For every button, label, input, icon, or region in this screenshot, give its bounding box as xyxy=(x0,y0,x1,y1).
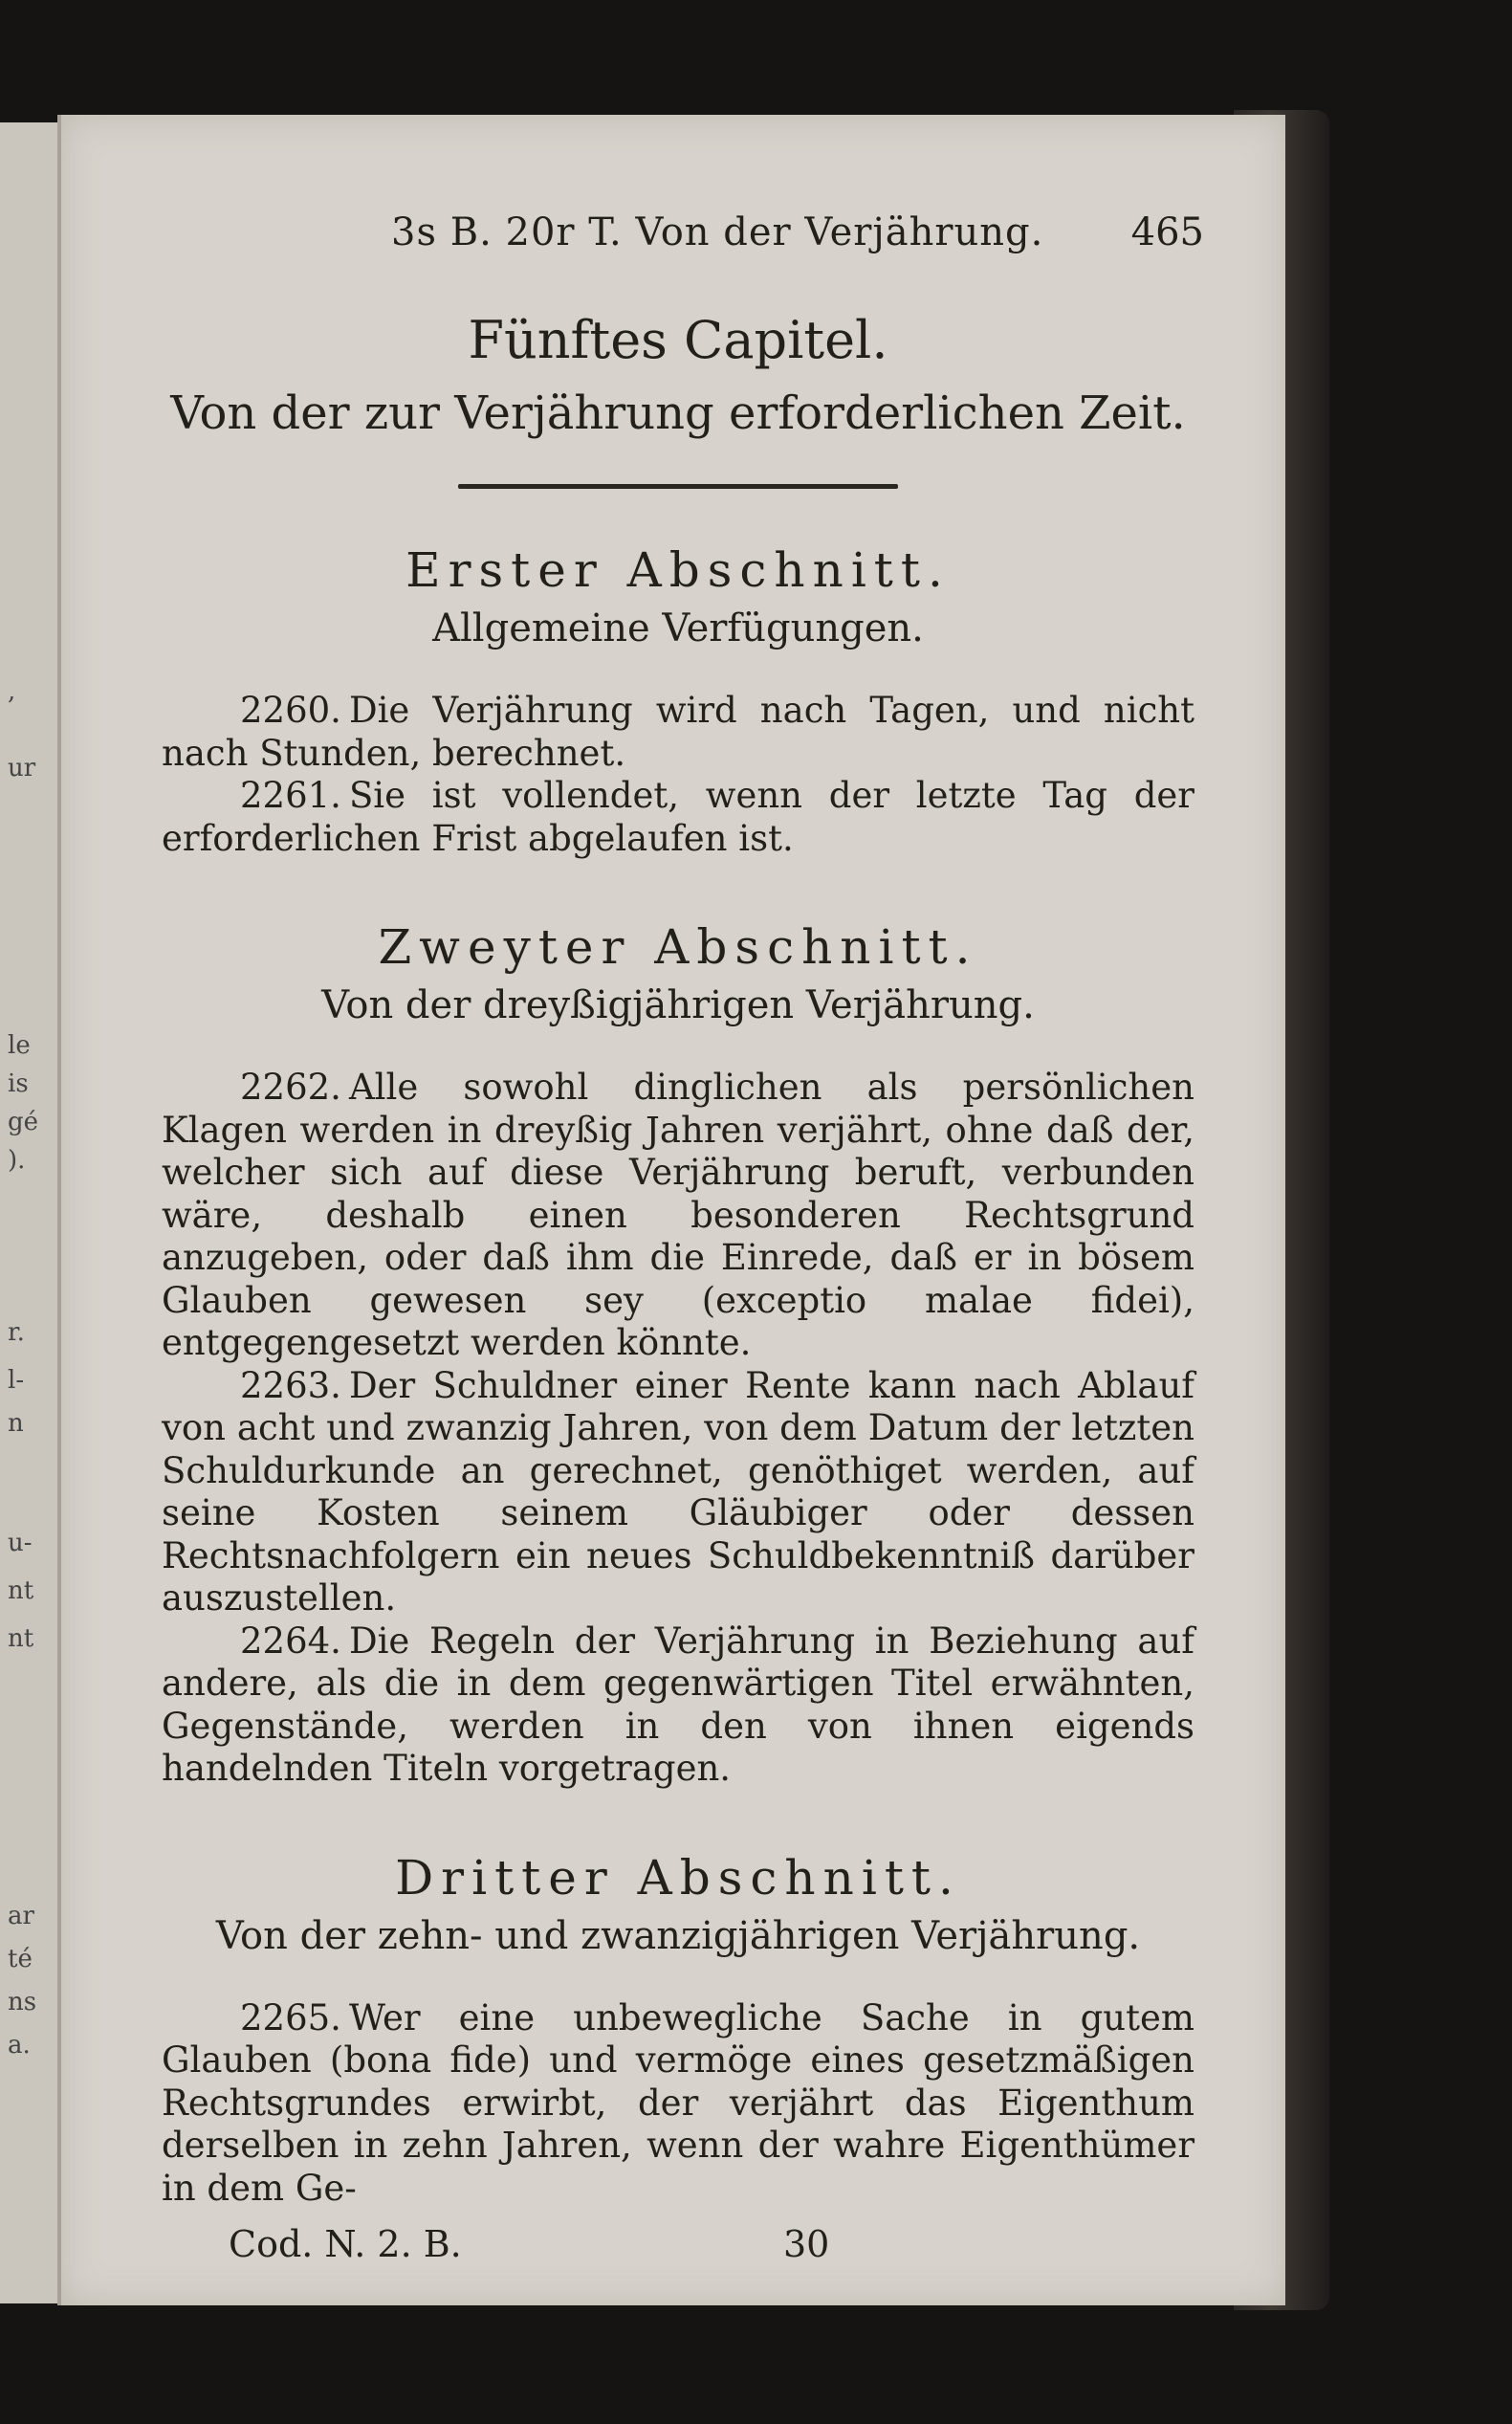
left-fragment: is xyxy=(8,1069,29,1098)
paragraph xyxy=(162,1365,1194,1620)
section-title: Zweyter Abschnitt. xyxy=(378,919,978,975)
page-footer xyxy=(162,2223,1194,2281)
signature-mark: Cod. N. 2. B. xyxy=(229,2223,462,2265)
sheet-number: 30 xyxy=(783,2223,830,2265)
section-title: Erster Abschnitt. xyxy=(405,542,951,598)
left-fragment: l- xyxy=(8,1366,25,1395)
paragraph-number: 2262. xyxy=(240,1067,341,1108)
left-fragment: a. xyxy=(8,2031,31,2060)
section-subtitle: Von der dreyßigjährigen Verjährung. xyxy=(321,983,1035,1027)
paragraph-text: Die Regeln der Verjährung in Beziehung auf andere, als die in dem gegenwärtigen Titel erwähnten, Gegenstände, werden in den von ihnen eigends handelnden Titeln vorgetragen. xyxy=(162,1620,1194,1789)
page-content xyxy=(162,210,1204,2281)
section-subtitle: Allgemeine Verfügungen. xyxy=(432,606,924,650)
page-number: 465 xyxy=(1130,210,1204,254)
paragraph-text: Der Schuldner einer Rente kann nach Ablauf von acht und zwanzig Jahren, von dem Datum der letzten Schuldurkunde an gerechnet, genöthiget werden, auf seine Kosten seinem Gläubiger oder dessen Rechtsnachfolgern ein neues Schuldbekenntniß darüber auszustellen. xyxy=(162,1364,1194,1619)
left-fragment: ar xyxy=(8,1902,34,1930)
paragraph xyxy=(162,1620,1194,1791)
paragraph-number: 2263. xyxy=(240,1364,341,1406)
paragraph-text: Die Verjährung wird nach Tagen, und nicht nach Stunden, berechnet. xyxy=(162,690,1194,774)
paragraph-number: 2265. xyxy=(240,1996,341,2038)
book-page xyxy=(57,115,1285,2305)
paragraph-number: 2260. xyxy=(240,690,341,731)
left-fragment: gé xyxy=(8,1108,39,1136)
left-fragment: r. xyxy=(8,1318,25,1347)
left-fragment: ). xyxy=(8,1146,26,1175)
left-fragment: n xyxy=(8,1409,24,1438)
spacer xyxy=(162,860,1194,915)
running-title: 3s B. 20r T. Von der Verjährung. xyxy=(391,210,1044,254)
paragraph-text: Alle sowohl dinglichen als persönlichen Klagen werden in dreyßig Jahren verjährt, ohne daß der, welcher sich auf diese Verjährung beruft, verbunden wäre, deshalb einen besonderen Rechtsgrund anzugeben, oder daß ihm die Einrede, daß er in bösem Glauben gewesen sey (exceptio malae fidei), entgegengesetzt werden könnte. xyxy=(162,1067,1194,1363)
paragraph-number: 2264. xyxy=(240,1620,341,1662)
section-subtitle: Von der zehn- und zwanzigjährigen Verjährung. xyxy=(215,1913,1141,1958)
left-fragment: nt xyxy=(8,1624,34,1653)
left-fragment: u- xyxy=(8,1529,33,1557)
page-header xyxy=(162,210,1204,277)
paragraph xyxy=(162,775,1194,860)
paragraph xyxy=(162,1997,1194,2211)
paragraph-text: Wer eine unbewegliche Sache in gutem Glauben (bona fide) und vermöge eines gesetzmäßigen Rechtsgrundes erwirbt, der verjährt das Eigenthum derselben in zehn Jahren, wenn der wahre Eigenthümer in dem Ge- xyxy=(162,1996,1194,2209)
left-fragment: le xyxy=(8,1031,31,1060)
divider-rule xyxy=(458,484,898,489)
spacer xyxy=(162,1791,1194,1846)
section-title: Dritter Abschnitt. xyxy=(395,1849,961,1906)
paragraph-text: Sie ist vollendet, wenn der letzte Tag der erforderlichen Frist abgelaufen ist. xyxy=(162,775,1194,859)
chapter-title: Fünftes Capitel. xyxy=(468,310,888,370)
left-fragment: nt xyxy=(8,1576,34,1605)
left-fragment: , xyxy=(8,677,16,706)
left-fragment: té xyxy=(8,1945,33,1973)
left-fragment: ur xyxy=(8,754,36,782)
paragraph-number: 2261. xyxy=(240,775,341,816)
chapter-subtitle: Von der zur Verjährung erforderlichen Zeit. xyxy=(170,386,1186,440)
paragraph xyxy=(162,690,1194,775)
paragraph xyxy=(162,1067,1194,1365)
left-fragment: ns xyxy=(8,1988,37,2016)
